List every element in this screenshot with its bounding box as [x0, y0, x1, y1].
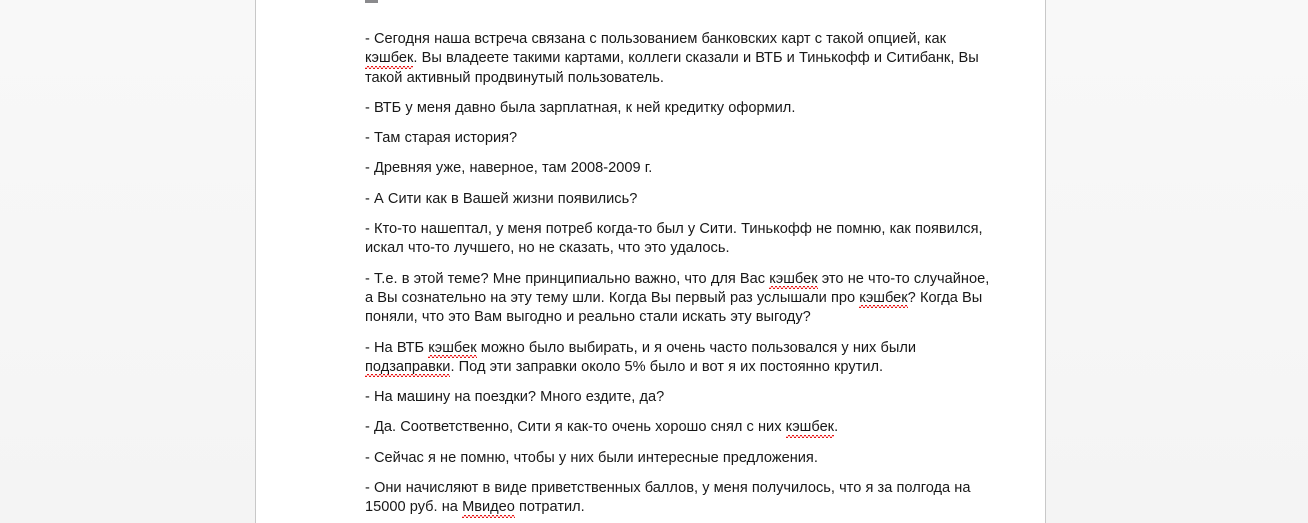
paragraph-text-run: можно было выбирать, и я очень часто пользовался у них были	[476, 339, 917, 356]
paragraph-text-run: - Древняя уже, наверное, там 2008-2009 г.	[365, 160, 653, 177]
spellcheck-misspelled-word[interactable]: кэшбек	[428, 339, 477, 356]
paragraph-text-run: потратил.	[514, 499, 585, 516]
paragraph-text-run: - На машину на поездки? Много ездите, да?	[365, 389, 665, 406]
spellcheck-misspelled-word[interactable]: кэшбек	[365, 50, 414, 67]
transcript-paragraph	[365, 129, 991, 148]
document-page	[255, 0, 1046, 523]
transcript-paragraph	[365, 159, 991, 178]
paragraph-text-run: - А Сити как в Вашей жизни появились?	[365, 190, 638, 207]
paragraph-text-run: - Кто-то нашептал, у меня потреб когда-то был у Сити. Тинькофф не помню, как появился, искал что-то лучшего, но не сказать, что это удалось.	[365, 221, 983, 257]
transcript-paragraph	[365, 220, 991, 259]
paragraph-text-run: . Вы владеете такими картами, коллеги сказали и ВТБ и Тинькофф и Ситибанк, Вы такой активный продвинутый пользователь.	[365, 50, 979, 86]
document-text-body[interactable]	[365, 0, 991, 518]
paragraph-text-run: .	[834, 419, 839, 436]
paragraph-text-run: - ВТБ у меня давно была зарплатная, к ней кредитку оформил.	[365, 99, 796, 116]
paragraph-text-run: - Сейчас я не помню, чтобы у них были интересные предложения.	[365, 449, 818, 466]
paragraph-text-run: - Т.е. в этой теме? Мне принципиально важно, что для Вас	[365, 270, 770, 287]
paragraph-text-run: . Под эти заправки около 5% было и вот я их постоянно крутил.	[450, 358, 884, 375]
spellcheck-misspelled-word[interactable]: подзаправки	[365, 358, 451, 375]
paragraph-text-run: ? Когда Вы поняли, что это Вам выгодно и реально стали искать эту выгоду?	[365, 289, 983, 326]
spellcheck-misspelled-word[interactable]: кэшбек	[859, 289, 908, 306]
transcript-paragraph	[365, 418, 991, 437]
paragraph-text-run: - Они начисляют в виде приветственных баллов, у меня получилось, что я за полгода на 15000 руб. на	[365, 480, 971, 516]
spellcheck-misspelled-word[interactable]: Мвидео	[462, 499, 515, 516]
transcript-paragraph	[365, 270, 991, 328]
paragraph-text-run: это не что-то случайное, а Вы сознательно на эту тему шли. Когда Вы первый раз услышали про	[365, 270, 990, 306]
paragraph-text-run: - Там старая история?	[365, 130, 518, 147]
spellcheck-misspelled-word[interactable]: кэшбек	[785, 419, 835, 436]
paragraph-text-run: - На ВТБ	[365, 339, 429, 356]
transcript-paragraph	[365, 190, 991, 209]
transcript-paragraph	[365, 339, 991, 378]
transcript-paragraph	[365, 479, 991, 518]
transcript-paragraph	[365, 30, 991, 88]
transcript-paragraph	[365, 388, 991, 407]
paragraph-text-run: - Да. Соответственно, Сити я как-то очень хорошо снял с них	[365, 419, 786, 436]
transcript-paragraph	[365, 99, 991, 118]
transcript-paragraph	[365, 449, 991, 468]
paragraph-text-run: - Сегодня наша встреча связана с пользованием банковских карт с такой опцией, как	[365, 31, 946, 47]
spellcheck-misspelled-word[interactable]: кэшбек	[769, 270, 818, 287]
